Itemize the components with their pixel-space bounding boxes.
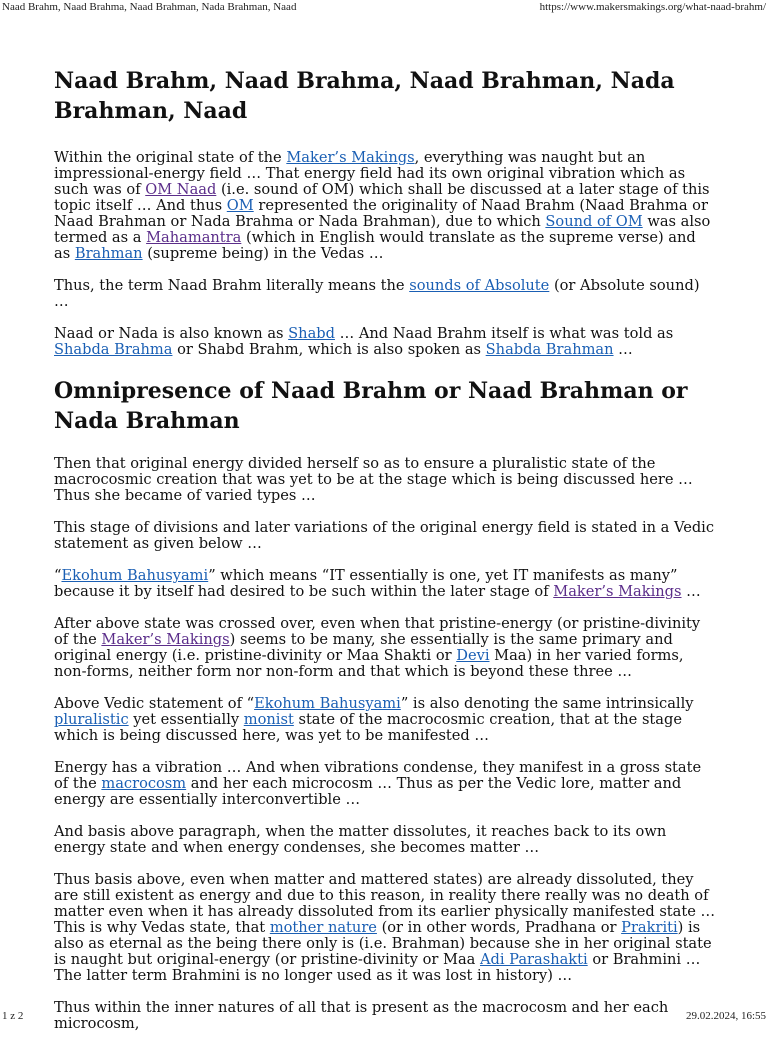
paragraph-division: Then that original energy divided herself so as to ensure a pluralistic state of the macrocosmic creation that was yet to be at the stage which is being discussed here … Thus she became of varied types … <box>54 455 693 504</box>
print-datetime: 29.02.2024, 16:55 <box>685 1010 766 1022</box>
print-header-url: https://www.makersmakings.org/what-naad-brahm/ <box>539 1 766 13</box>
link-sound-of-om[interactable]: Sound of OM <box>545 213 643 230</box>
text: Energy has a vibration … And when vibrations condense, they manifest in a gross state of the <box>54 759 702 792</box>
text: Above Vedic statement of “ <box>54 695 255 712</box>
paragraph-ekohum <box>54 568 716 600</box>
text: ” is also denoting the same intrinsically <box>400 695 694 712</box>
paragraph-vedic-statement: This stage of divisions and later variations of the original energy field is stated in a Vedic statement as given below … <box>54 519 715 552</box>
link-shabda-brahman[interactable]: Shabda Brahman <box>485 341 614 358</box>
paragraph-dissolution: And basis above paragraph, when the matter dissolutes, it reaches back to its own energy state and when energy condenses, she becomes matter … <box>54 823 667 856</box>
paragraph-inner-natures: Thus within the inner natures of all that is present as the macrocosm and her each microcosm, <box>54 999 669 1032</box>
paragraph-vibration <box>54 760 716 808</box>
paragraph-eternal <box>54 872 716 984</box>
text: or Brahmini … The latter term Brahmini is no longer used as it was lost in history) … <box>54 951 701 984</box>
link-adi-parashakti[interactable]: Adi Parashakti <box>479 951 588 968</box>
text: yet essentially <box>128 711 244 728</box>
print-header <box>0 1 768 13</box>
text: state of the macrocosmic creation, that at the stage which is being discussed here, was yet to be manifested … <box>54 711 682 744</box>
link-shabda-brahma[interactable]: Shabda Brahma <box>54 341 173 358</box>
link-om-naad[interactable]: OM Naad <box>145 181 217 198</box>
link-mother-nature[interactable]: mother nature <box>269 919 377 936</box>
link-pluralistic[interactable]: pluralistic <box>54 711 129 728</box>
link-sounds-of-absolute[interactable]: sounds of Absolute <box>409 277 550 294</box>
page-number: 1 z 2 <box>2 1010 24 1022</box>
section-heading: Omnipresence of Naad Brahm or Naad Brahman or Nada Brahman <box>54 378 688 434</box>
text: Thus basis above, even when matter and mattered states) are already dissoluted, they are still existent as energy and due to this reason, in reality there really was no death of matter even when it has already dissoluted from its earlier physically manifested state … This is why Vedas state, that <box>54 871 716 936</box>
link-ekohum-bahusyami-2[interactable]: Ekohum Bahusyami <box>254 695 401 712</box>
link-makers-makings-2[interactable]: Maker’s Makings <box>553 583 682 600</box>
text: ) is also as eternal as the being there only is (i.e. Brahman) because she in her original state is naught but original-energy (or pristine-divinity or Maa <box>54 919 712 968</box>
text: Naad or Nada is also known as <box>54 325 289 342</box>
link-shabd[interactable]: Shabd <box>288 325 335 342</box>
text: Thus, the term Naad Brahm literally means the <box>54 277 410 294</box>
text: (or in other words, Pradhana or <box>376 919 622 936</box>
paragraph-meaning <box>54 278 716 310</box>
link-makers-makings-3[interactable]: Maker’s Makings <box>101 631 230 648</box>
text: ” which means “IT essentially is one, yet IT manifests as many” because it by itself had desired to be such within the later stage of <box>54 567 678 600</box>
print-footer <box>0 1010 768 1022</box>
text: and her each microcosm … Thus as per the Vedic lore, matter and energy are essentially interconvertible … <box>54 775 682 808</box>
link-prakriti[interactable]: Prakriti <box>621 919 678 936</box>
text: (supreme being) in the Vedas … <box>142 245 384 262</box>
text: , everything was naught but an impressional-energy field … That energy field had its own original vibration which as such was of <box>54 149 686 198</box>
text: Maa) in her varied forms, non-forms, neither form nor non-form and that which is beyond these three … <box>54 647 684 680</box>
link-devi[interactable]: Devi <box>456 647 490 664</box>
text: … And Naad Brahm itself is what was told as <box>334 325 674 342</box>
text: (which in English would translate as the supreme verse) and as <box>54 229 696 262</box>
link-mahamantra[interactable]: Mahamantra <box>146 229 242 246</box>
text: Within the original state of the <box>54 149 287 166</box>
text: was also termed as a <box>54 213 711 246</box>
link-makers-makings[interactable]: Maker’s Makings <box>286 149 415 166</box>
link-om[interactable]: OM <box>226 197 254 214</box>
text: After above state was crossed over, even when that pristine-energy (or pristine-divinity of the <box>54 615 701 648</box>
article-content <box>54 66 716 1048</box>
text: (i.e. sound of OM) which shall be discussed at a later stage of this topic itself … And thus <box>54 181 710 214</box>
text: (or Absolute sound) … <box>54 277 700 310</box>
paragraph-shabd <box>54 326 716 358</box>
paragraph-monist <box>54 696 716 744</box>
link-macrocosm[interactable]: macrocosm <box>101 775 187 792</box>
text: represented the originality of Naad Brahm (Naad Brahma or Naad Brahman or Nada Brahma or Nada Brahman), due to which <box>54 197 708 230</box>
print-header-title: Naad Brahm, Naad Brahma, Naad Brahman, Nada Brahman, Naad <box>2 1 297 13</box>
paragraph-pristine-energy <box>54 616 716 680</box>
text: … <box>681 583 701 600</box>
paragraph-intro <box>54 150 716 262</box>
page-title: Naad Brahm, Naad Brahma, Naad Brahman, Nada Brahman, Naad <box>54 68 675 124</box>
link-monist[interactable]: monist <box>243 711 294 728</box>
link-ekohum-bahusyami[interactable]: Ekohum Bahusyami <box>61 567 209 584</box>
text: “ <box>54 567 62 584</box>
text: ) seems to be many, she essentially is the same primary and original energy (i.e. pristine-divinity or Maa Shakti or <box>54 631 673 664</box>
link-brahman[interactable]: Brahman <box>74 245 143 262</box>
text: or Shabd Brahm, which is also spoken as <box>172 341 486 358</box>
text: … <box>613 341 633 358</box>
